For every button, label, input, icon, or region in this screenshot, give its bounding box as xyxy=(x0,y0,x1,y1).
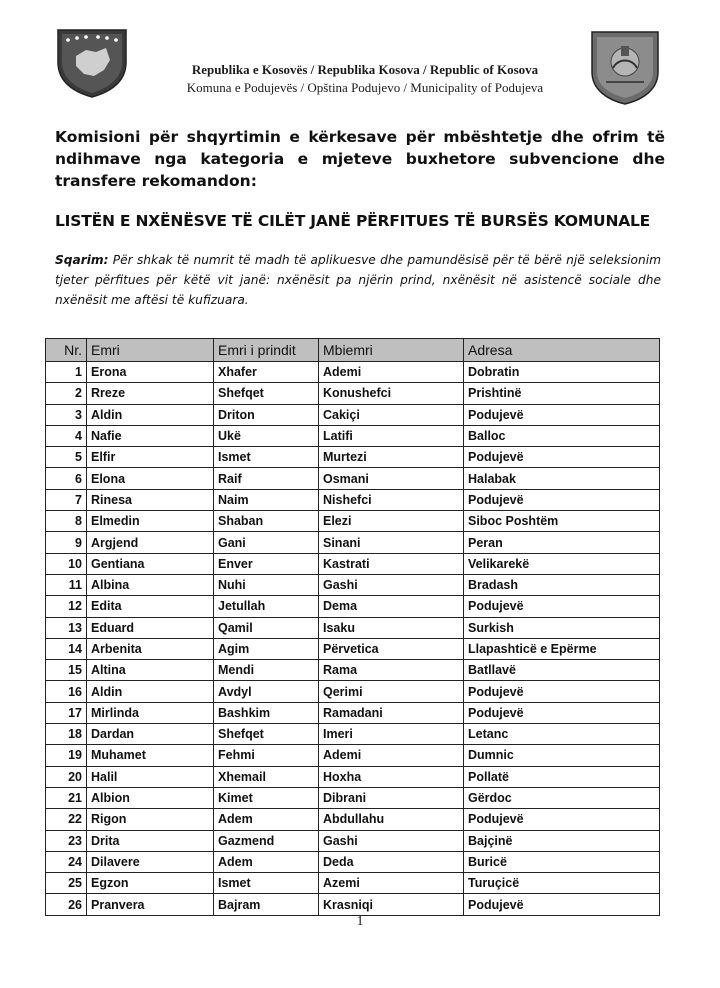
note-paragraph xyxy=(55,250,661,310)
cell-mbiemri: Gashi xyxy=(319,830,464,851)
table-row xyxy=(46,851,660,872)
cell-emri: Argjend xyxy=(87,532,214,553)
cell-emri-i-prindit: Shefqet xyxy=(214,724,319,745)
cell-emri: Albina xyxy=(87,574,214,595)
header-nr: Nr. xyxy=(46,339,87,362)
kosovo-coat-of-arms-icon xyxy=(52,26,132,98)
cell-emri-i-prindit: Adem xyxy=(214,851,319,872)
cell-nr: 24 xyxy=(46,851,87,872)
cell-nr: 4 xyxy=(46,425,87,446)
header-mbiemri: Mbiemri xyxy=(319,339,464,362)
table-header-row xyxy=(46,339,660,362)
table-row xyxy=(46,574,660,595)
table-row xyxy=(46,362,660,383)
cell-nr: 19 xyxy=(46,745,87,766)
cell-emri-i-prindit: Bashkim xyxy=(214,702,319,723)
cell-mbiemri: Imeri xyxy=(319,724,464,745)
cell-mbiemri: Rama xyxy=(319,660,464,681)
cell-emri-i-prindit: Kimet xyxy=(214,787,319,808)
cell-adresa: Peran xyxy=(464,532,660,553)
cell-emri: Dilavere xyxy=(87,851,214,872)
cell-mbiemri: Osmani xyxy=(319,468,464,489)
cell-nr: 25 xyxy=(46,873,87,894)
cell-nr: 7 xyxy=(46,489,87,510)
cell-emri: Aldin xyxy=(87,681,214,702)
cell-emri: Dardan xyxy=(87,724,214,745)
cell-adresa: Pollatë xyxy=(464,766,660,787)
cell-nr: 9 xyxy=(46,532,87,553)
cell-emri-i-prindit: Agim xyxy=(214,638,319,659)
cell-emri-i-prindit: Raif xyxy=(214,468,319,489)
table-row xyxy=(46,766,660,787)
cell-emri-i-prindit: Enver xyxy=(214,553,319,574)
cell-adresa: Bajçinë xyxy=(464,830,660,851)
cell-nr: 6 xyxy=(46,468,87,489)
cell-mbiemri: Ademi xyxy=(319,745,464,766)
table-row xyxy=(46,404,660,425)
table-row xyxy=(46,681,660,702)
cell-emri: Gentiana xyxy=(87,553,214,574)
cell-emri-i-prindit: Adem xyxy=(214,809,319,830)
cell-nr: 13 xyxy=(46,617,87,638)
table-row xyxy=(46,489,660,510)
document-header xyxy=(0,0,720,120)
table-row xyxy=(46,873,660,894)
cell-emri-i-prindit: Mendi xyxy=(214,660,319,681)
cell-mbiemri: Abdullahu xyxy=(319,809,464,830)
cell-nr: 20 xyxy=(46,766,87,787)
cell-emri-i-prindit: Xhemail xyxy=(214,766,319,787)
intro-paragraph: Komisioni për shqyrtimin e kërkesave për mbështetje dhe ofrim të ndihmave nga kategoria e mjeteve buxhetore subvencione dhe transfere rekomandon: xyxy=(55,128,665,190)
cell-nr: 17 xyxy=(46,702,87,723)
cell-emri: Arbenita xyxy=(87,638,214,659)
cell-mbiemri: Dema xyxy=(319,596,464,617)
cell-adresa: Buricë xyxy=(464,851,660,872)
cell-adresa: Prishtinë xyxy=(464,383,660,404)
table-row xyxy=(46,830,660,851)
cell-emri: Halil xyxy=(87,766,214,787)
cell-emri-i-prindit: Gazmend xyxy=(214,830,319,851)
cell-emri-i-prindit: Nuhi xyxy=(214,574,319,595)
cell-mbiemri: Gashi xyxy=(319,574,464,595)
page-number: 1 xyxy=(356,914,364,929)
cell-nr: 23 xyxy=(46,830,87,851)
cell-adresa: Podujevë xyxy=(464,489,660,510)
cell-adresa: Podujevë xyxy=(464,447,660,468)
cell-emri-i-prindit: Driton xyxy=(214,404,319,425)
note-label: Sqarim: xyxy=(55,253,109,267)
table-row xyxy=(46,724,660,745)
podujeva-municipality-emblem-icon xyxy=(588,28,662,106)
cell-mbiemri: Përvetica xyxy=(319,638,464,659)
cell-mbiemri: Kastrati xyxy=(319,553,464,574)
cell-emri-i-prindit: Qamil xyxy=(214,617,319,638)
students-table xyxy=(45,338,660,916)
cell-emri: Mirlinda xyxy=(87,702,214,723)
header-country-line: Republika e Kosovës / Republika Kosova / Republic of Kosova xyxy=(191,62,539,77)
cell-mbiemri: Krasniqi xyxy=(319,894,464,915)
cell-emri: Elona xyxy=(87,468,214,489)
cell-nr: 18 xyxy=(46,724,87,745)
cell-nr: 3 xyxy=(46,404,87,425)
cell-mbiemri: Deda xyxy=(319,851,464,872)
cell-nr: 10 xyxy=(46,553,87,574)
cell-adresa: Turuçicë xyxy=(464,873,660,894)
cell-mbiemri: Dibrani xyxy=(319,787,464,808)
cell-mbiemri: Azemi xyxy=(319,873,464,894)
table-row xyxy=(46,468,660,489)
cell-adresa: Podujevë xyxy=(464,404,660,425)
cell-emri-i-prindit: Naim xyxy=(214,489,319,510)
cell-adresa: Podujevë xyxy=(464,681,660,702)
cell-emri: Pranvera xyxy=(87,894,214,915)
header-municipality-line: Komuna e Podujevës / Opština Podujevo / Municipality of Podujeva xyxy=(186,80,544,95)
header-emri-i-prindit: Emri i prindit xyxy=(214,339,319,362)
table-row xyxy=(46,745,660,766)
cell-adresa: Bradash xyxy=(464,574,660,595)
list-title: LISTËN E NXËNËSVE TË CILËT JANË PËRFITUES TË BURSËS KOMUNALE xyxy=(55,212,651,230)
table-body xyxy=(46,362,660,916)
table-row xyxy=(46,553,660,574)
cell-emri-i-prindit: Jetullah xyxy=(214,596,319,617)
cell-mbiemri: Elezi xyxy=(319,511,464,532)
table-row xyxy=(46,702,660,723)
cell-adresa: Llapashticë e Epërme xyxy=(464,638,660,659)
table-row xyxy=(46,638,660,659)
table-row xyxy=(46,447,660,468)
table-row xyxy=(46,511,660,532)
cell-adresa: Podujevë xyxy=(464,702,660,723)
cell-adresa: Letanc xyxy=(464,724,660,745)
cell-emri: Edita xyxy=(87,596,214,617)
cell-emri-i-prindit: Avdyl xyxy=(214,681,319,702)
cell-emri-i-prindit: Gani xyxy=(214,532,319,553)
cell-emri-i-prindit: Shaban xyxy=(214,511,319,532)
cell-emri: Albion xyxy=(87,787,214,808)
cell-nr: 22 xyxy=(46,809,87,830)
table-row xyxy=(46,809,660,830)
cell-emri: Rigon xyxy=(87,809,214,830)
cell-nr: 5 xyxy=(46,447,87,468)
cell-adresa: Dumnic xyxy=(464,745,660,766)
cell-adresa: Podujevë xyxy=(464,894,660,915)
cell-emri-i-prindit: Fehmi xyxy=(214,745,319,766)
table-row xyxy=(46,596,660,617)
cell-nr: 2 xyxy=(46,383,87,404)
table-row xyxy=(46,617,660,638)
cell-nr: 12 xyxy=(46,596,87,617)
cell-mbiemri: Murtezi xyxy=(319,447,464,468)
cell-emri: Rinesa xyxy=(87,489,214,510)
cell-mbiemri: Nishefci xyxy=(319,489,464,510)
cell-emri-i-prindit: Xhafer xyxy=(214,362,319,383)
cell-adresa: Surkish xyxy=(464,617,660,638)
cell-emri: Drita xyxy=(87,830,214,851)
cell-emri: Nafie xyxy=(87,425,214,446)
cell-emri: Aldin xyxy=(87,404,214,425)
cell-nr: 14 xyxy=(46,638,87,659)
cell-nr: 21 xyxy=(46,787,87,808)
cell-emri-i-prindit: Ukë xyxy=(214,425,319,446)
cell-adresa: Podujevë xyxy=(464,596,660,617)
table-row xyxy=(46,787,660,808)
cell-mbiemri: Ademi xyxy=(319,362,464,383)
cell-adresa: Siboc Poshtëm xyxy=(464,511,660,532)
cell-nr: 1 xyxy=(46,362,87,383)
cell-emri-i-prindit: Ismet xyxy=(214,873,319,894)
cell-emri: Rreze xyxy=(87,383,214,404)
table-row xyxy=(46,383,660,404)
cell-adresa: Velikarekë xyxy=(464,553,660,574)
header-adresa: Adresa xyxy=(464,339,660,362)
cell-emri-i-prindit: Shefqet xyxy=(214,383,319,404)
cell-emri: Erona xyxy=(87,362,214,383)
note-text: Për shkak të numrit të madh të aplikuesve dhe pamundësisë për të bërë një seleksionim tjeter përfitues për këtë vit janë: nxënësit pa njërin prind, nxënësit në asistencë sociale dhe nxënësit me aftësi të kufizuara. xyxy=(55,253,661,307)
table-row xyxy=(46,660,660,681)
cell-mbiemri: Cakiçi xyxy=(319,404,464,425)
cell-nr: 16 xyxy=(46,681,87,702)
cell-emri: Egzon xyxy=(87,873,214,894)
cell-emri: Altina xyxy=(87,660,214,681)
cell-nr: 8 xyxy=(46,511,87,532)
cell-mbiemri: Konushefci xyxy=(319,383,464,404)
table-row xyxy=(46,894,660,915)
cell-adresa: Podujevë xyxy=(464,809,660,830)
cell-mbiemri: Isaku xyxy=(319,617,464,638)
cell-adresa: Balloc xyxy=(464,425,660,446)
cell-adresa: Batllavë xyxy=(464,660,660,681)
cell-mbiemri: Hoxha xyxy=(319,766,464,787)
cell-emri-i-prindit: Ismet xyxy=(214,447,319,468)
cell-adresa: Gërdoc xyxy=(464,787,660,808)
table-row xyxy=(46,532,660,553)
cell-emri: Elmedin xyxy=(87,511,214,532)
cell-nr: 11 xyxy=(46,574,87,595)
cell-mbiemri: Sinani xyxy=(319,532,464,553)
cell-adresa: Dobratin xyxy=(464,362,660,383)
cell-adresa: Halabak xyxy=(464,468,660,489)
cell-emri: Elfir xyxy=(87,447,214,468)
cell-mbiemri: Latifi xyxy=(319,425,464,446)
cell-nr: 15 xyxy=(46,660,87,681)
cell-nr: 26 xyxy=(46,894,87,915)
table-row xyxy=(46,425,660,446)
header-emri: Emri xyxy=(87,339,214,362)
cell-mbiemri: Ramadani xyxy=(319,702,464,723)
cell-emri-i-prindit: Bajram xyxy=(214,894,319,915)
cell-mbiemri: Qerimi xyxy=(319,681,464,702)
cell-emri: Muhamet xyxy=(87,745,214,766)
cell-emri: Eduard xyxy=(87,617,214,638)
